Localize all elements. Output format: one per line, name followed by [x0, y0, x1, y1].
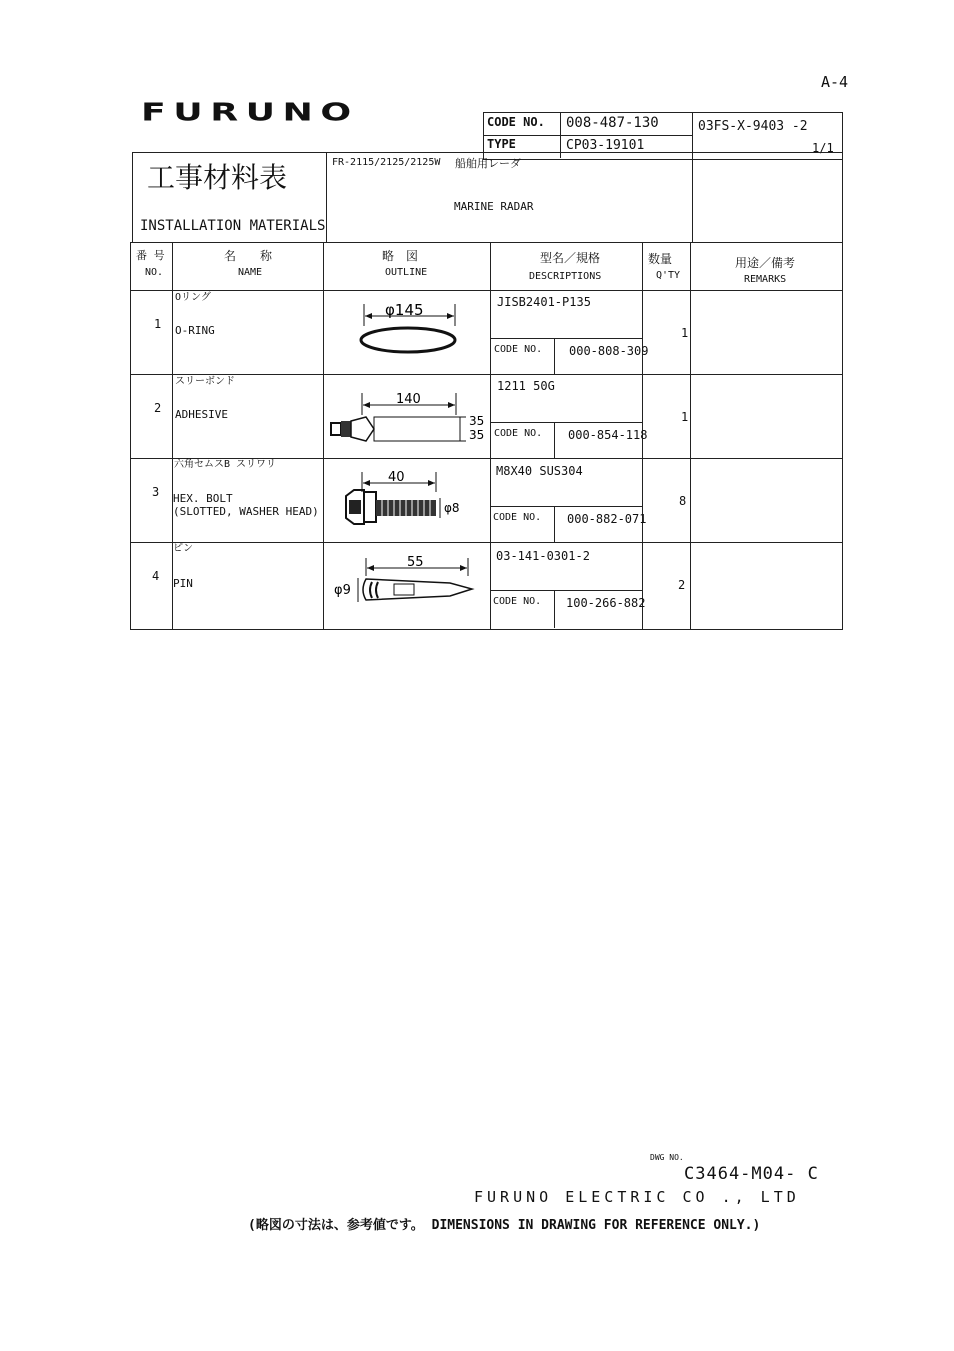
- row-number: 2: [154, 401, 162, 415]
- item-name-jp: Oリング: [175, 292, 211, 303]
- dim-label: 140: [396, 392, 421, 407]
- col-name-jp: 名 称: [224, 249, 273, 263]
- logo-text: FURUNO: [141, 97, 359, 127]
- furuno-logo: [141, 99, 386, 129]
- item-qty: 8: [679, 494, 687, 508]
- sheet-number: 1/1: [812, 141, 834, 155]
- item-qty: 1: [681, 326, 689, 340]
- dim-label: φ8: [444, 501, 460, 515]
- col-desc-en: DESCRIPTIONS: [529, 271, 602, 282]
- title-en: INSTALLATION MATERIALS: [140, 218, 326, 234]
- col-outline-jp: 略 図: [382, 249, 419, 263]
- item-name-jp: 六角セムスB スリワリ: [174, 459, 277, 470]
- doc-id: 03FS-X-9403 -2: [698, 119, 808, 134]
- row-number: 1: [154, 317, 162, 331]
- page-number: A-4: [821, 73, 849, 91]
- adhesive-tube-drawing: [326, 385, 488, 450]
- dim-label: φ9: [334, 583, 351, 598]
- dim-label: 40: [388, 470, 405, 485]
- item-description: JISB2401-P135: [497, 295, 591, 309]
- title-jp: 工事材料表: [147, 161, 288, 194]
- col-desc-jp: 型名／規格: [540, 251, 601, 265]
- item-qty: 2: [678, 578, 686, 592]
- pin-drawing: [332, 552, 484, 612]
- item-name-jp: ピン: [173, 543, 193, 554]
- code-no-value: 008-487-130: [566, 115, 659, 131]
- item-description: 03-141-0301-2: [496, 549, 590, 563]
- col-no-jp: 番 号: [136, 249, 165, 262]
- item-qty: 1: [681, 410, 689, 424]
- dwg-label: DWG NO.: [650, 1153, 684, 1162]
- col-name-en: NAME: [238, 267, 263, 278]
- models-jp: 船舶用レーダ: [455, 157, 521, 170]
- code-label: CODE NO.: [494, 428, 543, 439]
- col-qty-en: Q'TY: [656, 270, 681, 281]
- dim-label: 35: [469, 414, 485, 428]
- product-name: MARINE RADAR: [454, 200, 534, 213]
- item-name-en: PIN: [173, 577, 193, 590]
- item-name-en-2: (SLOTTED, WASHER HEAD): [173, 505, 319, 518]
- item-name-jp: スリーボンド: [175, 376, 235, 387]
- code-label: CODE NO.: [493, 596, 542, 607]
- col-remarks-en: REMARKS: [744, 274, 787, 285]
- item-name-en: ADHESIVE: [175, 408, 228, 421]
- company-name: FURUNO ELECTRIC CO ., LTD: [474, 1188, 800, 1206]
- row-number: 3: [152, 485, 160, 499]
- item-code: 100-266-882: [566, 596, 646, 610]
- reference-note: (略図の寸法は、参考値です。 DIMENSIONS IN DRAWING FOR REFERENCE ONLY.): [248, 1218, 761, 1233]
- row-number: 4: [152, 569, 160, 583]
- item-description: M8X40 SUS304: [496, 464, 583, 478]
- dwg-number: C3464-M04- C: [684, 1164, 819, 1184]
- item-description: 1211 50G: [497, 379, 555, 393]
- col-remarks-jp: 用途／備考: [735, 256, 796, 270]
- item-code: 000-882-071: [567, 512, 647, 526]
- item-name-en: O-RING: [175, 324, 215, 337]
- code-no-label: CODE NO.: [487, 115, 545, 129]
- models: FR-2115/2125/2125W: [332, 157, 441, 168]
- dim-label: 55: [407, 555, 424, 570]
- item-code: 000-854-118: [568, 428, 648, 442]
- col-outline-en: OUTLINE: [385, 267, 428, 278]
- col-no-en: NO.: [145, 267, 164, 278]
- dim-label: φ145: [385, 301, 424, 319]
- type-label: TYPE: [487, 137, 516, 151]
- hex-bolt-drawing: [340, 466, 485, 531]
- dim-label: 35: [469, 428, 485, 442]
- col-qty-jp: 数量: [648, 252, 673, 266]
- item-code: 000-808-309: [569, 344, 649, 358]
- item-name-en: HEX. BOLT: [173, 492, 233, 505]
- type-value: CP03-19101: [566, 138, 645, 153]
- code-label: CODE NO.: [494, 344, 543, 355]
- code-label: CODE NO.: [493, 512, 542, 523]
- o-ring-outline-drawing: [330, 296, 485, 366]
